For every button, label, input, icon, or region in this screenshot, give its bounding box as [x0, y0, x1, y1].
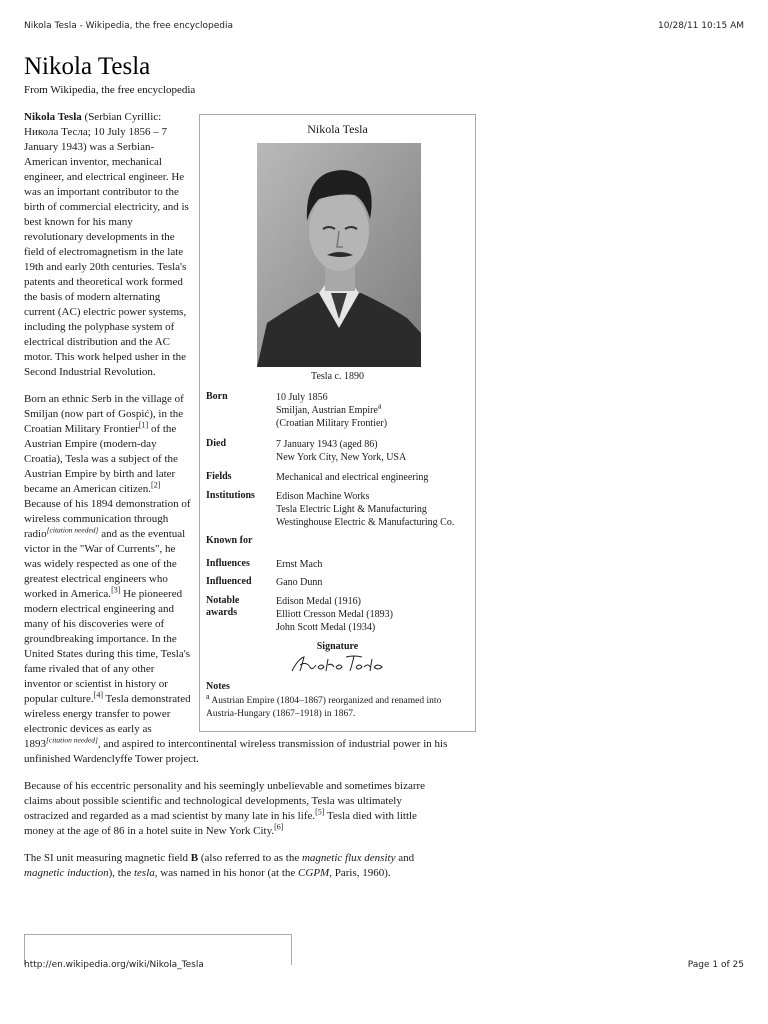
reference-link[interactable]: [4] — [93, 690, 103, 700]
paragraph-intro: Nikola Tesla (Serbian Cyrillic: Никола Тесла; 10 July 1856 – 7 January 1943) was a Serbian-American inventor, mechanical engineer, and electrical engineer. He was an important contributor to the birth of commercial electricity, and is best known for his many revolutionary developments in the field of electromagnetism in the late 19th and early 20th centuries. Tesla's patents and theoretical work formed the basis of modern alternating current (AC) electric power systems, including the polyphase system of electrical distribution and the AC motor. This work helped usher in the Second Industrial Revolution. — [24, 111, 189, 378]
reference-link[interactable]: [2] — [151, 480, 161, 490]
infobox-title: Nikola Tesla — [307, 122, 368, 136]
print-header — [24, 21, 744, 35]
print-footer — [24, 960, 744, 974]
page-title-header: Nikola Tesla - Wikipedia, the free encyclopedia — [24, 21, 233, 31]
note-marker[interactable]: a — [377, 401, 382, 411]
paragraph-later-life: Because of his eccentric personality and his seemingly unbelievable and sometimes bizarre claims about possible scientific and technological developments, Tesla was ultimately ostracized and regarded as a mad scientist by many late in his life.[5] Tesla died with little money at the age of 86 in a hotel suite in New York City.[6] — [24, 780, 426, 837]
page-number: Page 1 of 25 — [687, 960, 744, 970]
reference-link[interactable]: [6] — [274, 822, 284, 832]
citation-needed-link[interactable]: [citation needed] — [46, 735, 98, 745]
signature-image — [288, 653, 388, 675]
portrait-illustration — [257, 143, 421, 367]
citation-needed-link[interactable]: [citation needed] — [46, 525, 99, 535]
infobox: Nikola Tesla Tesla c. 1890 Born 10 July 1856 Smiljan, Austrian Empire$^a$ (Croatian Military Frontier) Died 7 January 1943 (aged 86) New York City, New York, USA Fields Mechanical and electrical engineering Institutions Edison Machine Works Tesla Electric Light & Manufacturing Westinghouse Electric & Manufacturing Co. Known for Influences Ernst Mach Influenced Gano Dunn Notable awards Edison Medal (1916) Elliott Cresson Medal (1893) John Scott Medal (1934) Signature Notes $^a$ Austrian Empire (1804–1867) reorganized and renamed into Austria-Hungary (1867–1918) in 1867. — [199, 114, 476, 732]
signature-label: Signature — [316, 641, 359, 652]
page-url: http://en.wikipedia.org/wiki/Nikola_Tesla — [24, 960, 204, 970]
subject-name: Nikola Tesla — [24, 111, 82, 123]
portrait-image — [257, 143, 421, 367]
print-datetime: 10/28/11 10:15 AM — [657, 21, 744, 31]
reference-link[interactable]: [1] — [138, 420, 149, 430]
paragraph-si-unit: The SI unit measuring magnetic field B (also referred to as the magnetic flux density and magnetic induction), the tesla, was named in his honor (at the CGPM, Paris, 1960). — [24, 852, 415, 879]
article-title: Nikola Tesla — [24, 53, 151, 80]
reference-link[interactable]: [5] — [315, 807, 325, 817]
article-subtitle: From Wikipedia, the free encyclopedia — [24, 84, 196, 96]
notes-text: $^a$ Austrian Empire (1804–1867) reorganized and renamed into Austria-Hungary (1867–1918) in 1867. — [206, 691, 442, 719]
paragraph-biography: Born an ethnic Serb in the village of Smiljan (now part of Gospić), in the Croatian Military Frontier[1] of the Austrian Empire (modern-day Croatia), Tesla was a subject of the Austrian Empire by birth and later became an American citizen.[2] Because of his 1894 demonstration of wireless communication through radio[citation needed] and as the eventual victor in the "War of Currents", he was widely respected as one of the greatest electrical engineers who worked in America.[3] He pioneered modern electrical engineering and many of his discoveries were of groundbreaking importance. In the United States during this time, Tesla's fame rivaled that of any other inventor or scientist in history or popular culture.[4] Tesla demonstrated wireless energy transfer to power electronic devices as early as 1893[citation needed], and aspired to intercontinental wireless transmission of industrial power in his unfinished Wardenclyffe Tower project. — [24, 393, 448, 765]
note-marker[interactable]: a — [206, 691, 210, 701]
notes-heading: Notes — [206, 681, 230, 692]
reference-link[interactable]: [3] — [111, 585, 121, 595]
portrait-caption: Tesla c. 1890 — [311, 371, 364, 382]
